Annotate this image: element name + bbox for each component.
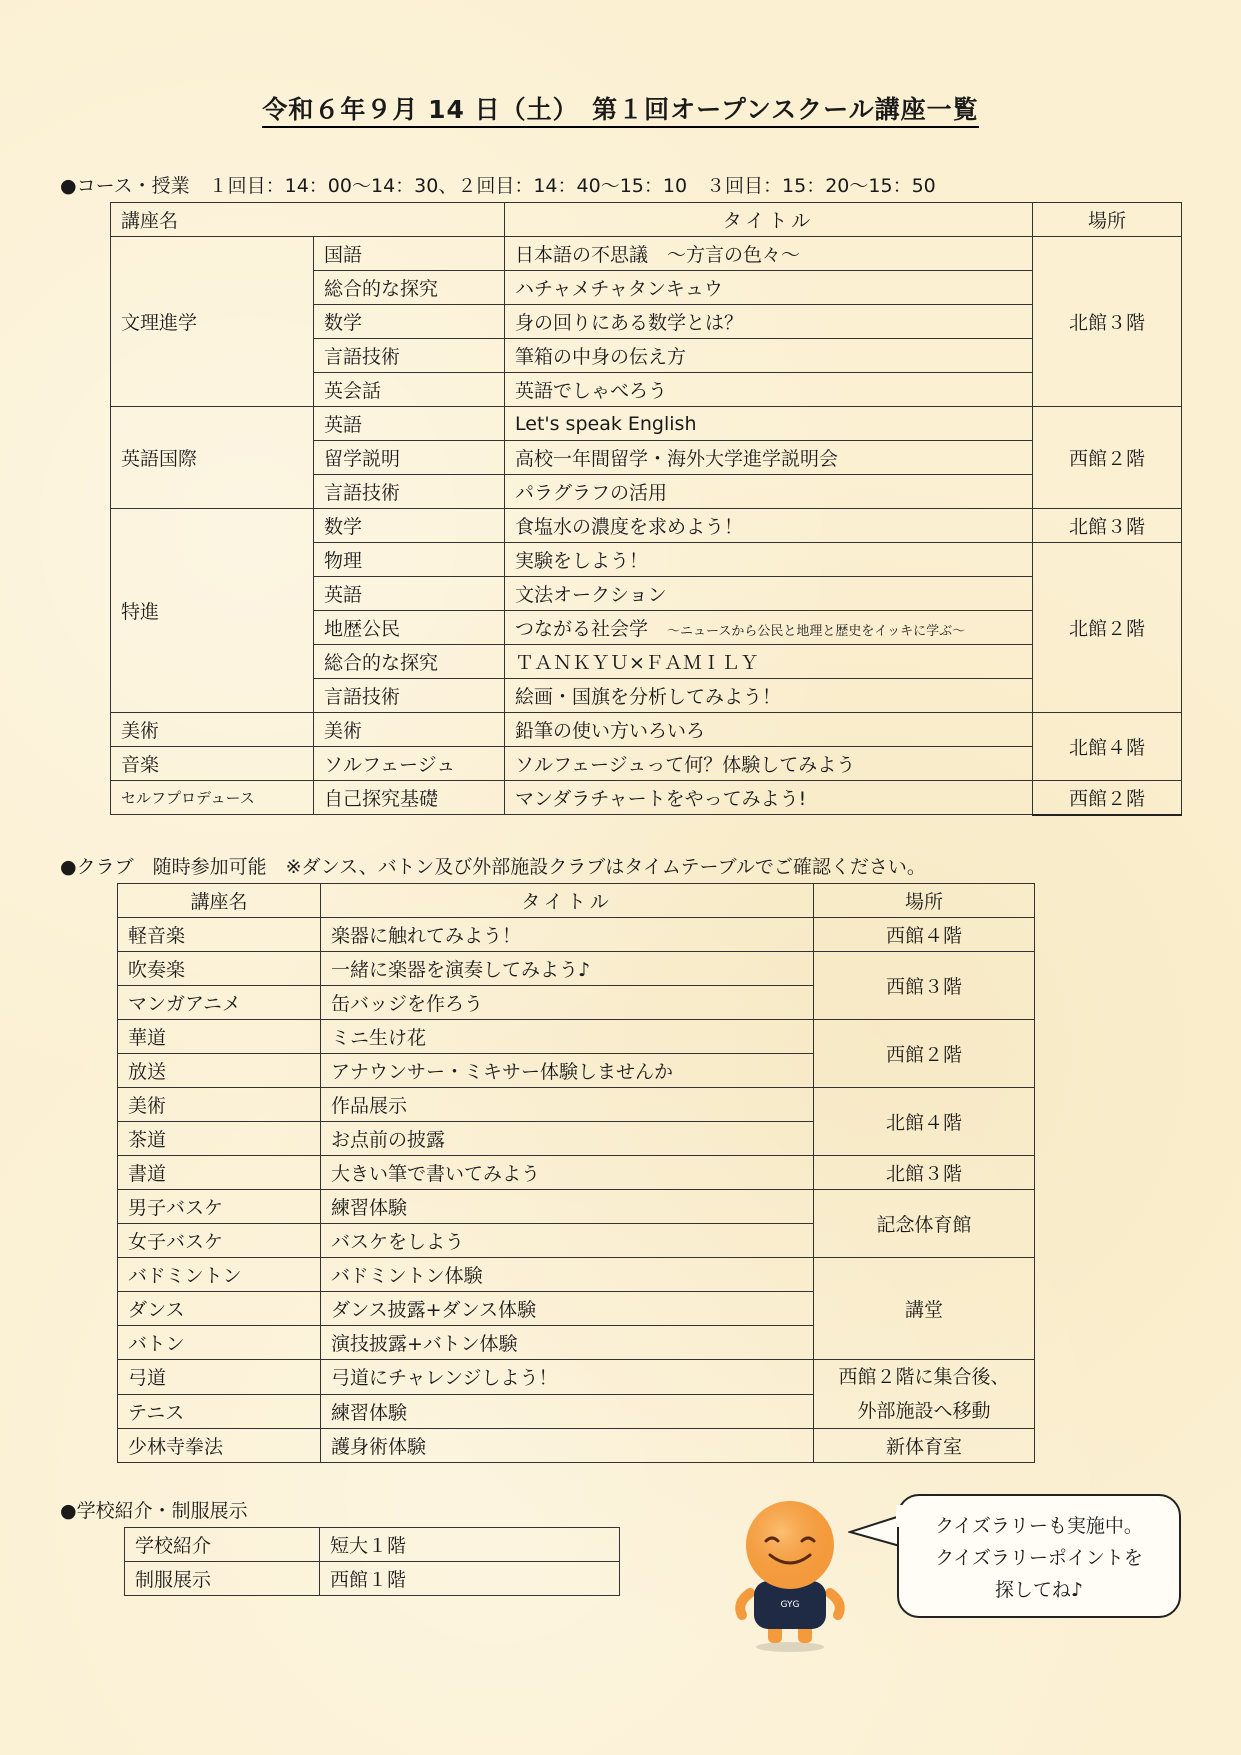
club-name: マンガアニメ [118, 986, 321, 1020]
table-row [111, 407, 1182, 441]
club-place [814, 1360, 1035, 1429]
course-name: 音楽 [111, 747, 314, 781]
course-place: 北館３階 [1033, 509, 1182, 543]
club-place: 西館２階 [814, 1020, 1035, 1088]
subject: 地歴公民 [314, 611, 505, 645]
bubble-line: クイズラリーも実施中。 [935, 1515, 1143, 1537]
header-place: 場所 [814, 884, 1035, 918]
intro-table [124, 1527, 620, 1596]
table-row [111, 509, 1182, 543]
course-title: 筆箱の中身の伝え方 [505, 339, 1033, 373]
club-title: 練習体験 [321, 1190, 814, 1224]
header-name: 講座名 [118, 884, 321, 918]
intro-section-heading: ●学校紹介・制服展示 [60, 1500, 248, 1522]
table-row [118, 918, 1035, 952]
club-table-header [118, 884, 1035, 918]
course-title: 身の回りにある数学とは？ [505, 305, 1033, 339]
subject: 数学 [314, 305, 505, 339]
course-place: 北館４階 [1033, 713, 1182, 781]
subject: 言語技術 [314, 679, 505, 713]
course-name: 特進 [111, 509, 314, 713]
table-row [118, 1360, 1035, 1395]
club-place: 記念体育館 [814, 1190, 1035, 1258]
course-name: 文理進学 [111, 237, 314, 407]
bubble-tail-join [896, 1505, 902, 1527]
course-title: ハチャメチャタンキュウ [505, 271, 1033, 305]
course-title: 鉛筆の使い方いろいろ [505, 713, 1033, 747]
club-name: 男子バスケ [118, 1190, 321, 1224]
course-title: ソルフェージュって何？体験してみよう [505, 747, 1033, 781]
course-title: 日本語の不思議 ～方言の色々～ [505, 237, 1033, 271]
club-place: 北館３階 [814, 1156, 1035, 1190]
subject: 総合的な探究 [314, 271, 505, 305]
course-title: 高校一年間留学・海外大学進学説明会 [505, 441, 1033, 475]
club-place: 講堂 [814, 1258, 1035, 1360]
course-name: セルフプロデュース [111, 781, 314, 815]
club-name: 少林寺拳法 [118, 1429, 321, 1463]
club-name: 書道 [118, 1156, 321, 1190]
table-row [125, 1562, 620, 1596]
club-title: 弓道にチャレンジしよう！ [321, 1360, 814, 1395]
club-name: 華道 [118, 1020, 321, 1054]
table-row [118, 1156, 1035, 1190]
course-place: 北館２階 [1033, 543, 1182, 713]
club-place: 北館４階 [814, 1088, 1035, 1156]
subject: 言語技術 [314, 475, 505, 509]
course-title-note: ～ニュースから公民と地理と歴史をイッキに学ぶ～ [667, 624, 966, 639]
club-title: お点前の披露 [321, 1122, 814, 1156]
club-table [117, 883, 1035, 1463]
club-place-line: 外部施設へ移動 [857, 1400, 991, 1422]
club-name: 弓道 [118, 1360, 321, 1395]
bubble-line: クイズラリーポイントを [935, 1547, 1143, 1569]
course-title: マンダラチャートをやってみよう! [505, 781, 1033, 815]
table-row [125, 1528, 620, 1562]
course-place: 西館２階 [1033, 407, 1182, 509]
table-row [118, 952, 1035, 986]
club-title: 一緒に楽器を演奏してみよう♪ [321, 952, 814, 986]
club-name: 女子バスケ [118, 1224, 321, 1258]
course-table [110, 202, 1182, 816]
header-title: タイトル [321, 884, 814, 918]
club-place: 西館４階 [814, 918, 1035, 952]
header-name: 講座名 [111, 203, 505, 237]
club-place-line: 西館２階に集合後、 [838, 1366, 1010, 1388]
table-row [118, 1258, 1035, 1292]
header-title: タイトル [505, 203, 1033, 237]
club-name: 茶道 [118, 1122, 321, 1156]
club-title: 護身術体験 [321, 1429, 814, 1463]
club-name: テニス [118, 1394, 321, 1429]
header-place: 場所 [1033, 203, 1182, 237]
intro-name: 制服展示 [125, 1562, 320, 1596]
table-row [118, 1190, 1035, 1224]
club-name: 軽音楽 [118, 918, 321, 952]
course-section-heading: ●コース・授業 １回目：14：00～14：30、２回目：14：40～15：10 ３回目：15：20～15：50 [60, 175, 936, 197]
course-title: 文法オークション [505, 577, 1033, 611]
mascot-shirt-text: GYG [780, 1600, 800, 1610]
subject: 美術 [314, 713, 505, 747]
club-title: 演技披露+バトン体験 [321, 1326, 814, 1360]
subject: 自己探究基礎 [314, 781, 505, 815]
subject: 国語 [314, 237, 505, 271]
club-title: バドミントン体験 [321, 1258, 814, 1292]
club-title: ミニ生け花 [321, 1020, 814, 1054]
course-place: 北館３階 [1033, 237, 1182, 407]
course-title: 実験をしよう！ [505, 543, 1033, 577]
course-title: 食塩水の濃度を求めよう！ [505, 509, 1033, 543]
club-title: 大きい筆で書いてみよう [321, 1156, 814, 1190]
club-title: 楽器に触れてみよう！ [321, 918, 814, 952]
course-title: パラグラフの活用 [505, 475, 1033, 509]
course-title: 英語でしゃべろう [505, 373, 1033, 407]
club-name: ダンス [118, 1292, 321, 1326]
subject: 英会話 [314, 373, 505, 407]
club-name: バトン [118, 1326, 321, 1360]
table-row [111, 781, 1182, 815]
club-title: 缶バッジを作ろう [321, 986, 814, 1020]
table-row [111, 237, 1182, 271]
bubble-line: 探してね♪ [994, 1579, 1084, 1601]
club-place: 西館３階 [814, 952, 1035, 1020]
club-title: ダンス披露+ダンス体験 [321, 1292, 814, 1326]
subject: 言語技術 [314, 339, 505, 373]
subject: ソルフェージュ [314, 747, 505, 781]
club-name: 放送 [118, 1054, 321, 1088]
course-title-main: つながる社会学 [515, 618, 649, 640]
course-table-header [111, 203, 1182, 237]
subject: 数学 [314, 509, 505, 543]
table-row [118, 1429, 1035, 1463]
speech-bubble [897, 1494, 1181, 1618]
subject: 英語 [314, 577, 505, 611]
subject: 総合的な探究 [314, 645, 505, 679]
course-title: Let's speak English [505, 407, 1033, 441]
mascot-illustration [730, 1495, 850, 1655]
intro-name: 学校紹介 [125, 1528, 320, 1562]
club-place: 新体育室 [814, 1429, 1035, 1463]
intro-place: 西館１階 [320, 1562, 620, 1596]
table-row [118, 1020, 1035, 1054]
club-section-heading: ●クラブ 随時参加可能 ※ダンス、バトン及び外部施設クラブはタイムテーブルでご確認ください。 [60, 856, 926, 878]
club-title: バスケをしよう [321, 1224, 814, 1258]
course-place: 西館２階 [1033, 781, 1182, 815]
table-row [111, 713, 1182, 747]
course-name: 美術 [111, 713, 314, 747]
club-title: 作品展示 [321, 1088, 814, 1122]
club-name: 美術 [118, 1088, 321, 1122]
subject: 留学説明 [314, 441, 505, 475]
table-row [111, 747, 1182, 781]
table-row [118, 1088, 1035, 1122]
course-name: 英語国際 [111, 407, 314, 509]
course-title: ＴＡＮＫＹＵ×ＦＡＭＩＬＹ [505, 645, 1033, 679]
club-title: アナウンサー・ミキサー体験しませんか [321, 1054, 814, 1088]
intro-place: 短大１階 [320, 1528, 620, 1562]
subject: 物理 [314, 543, 505, 577]
subject: 英語 [314, 407, 505, 441]
club-name: 吹奏楽 [118, 952, 321, 986]
course-title [505, 611, 1033, 645]
page-title: 令和６年９月 14 日（土） 第１回オープンスクール講座一覧 [0, 90, 1241, 126]
course-title: 絵画・国旗を分析してみよう！ [505, 679, 1033, 713]
club-name: バドミントン [118, 1258, 321, 1292]
club-title: 練習体験 [321, 1394, 814, 1429]
